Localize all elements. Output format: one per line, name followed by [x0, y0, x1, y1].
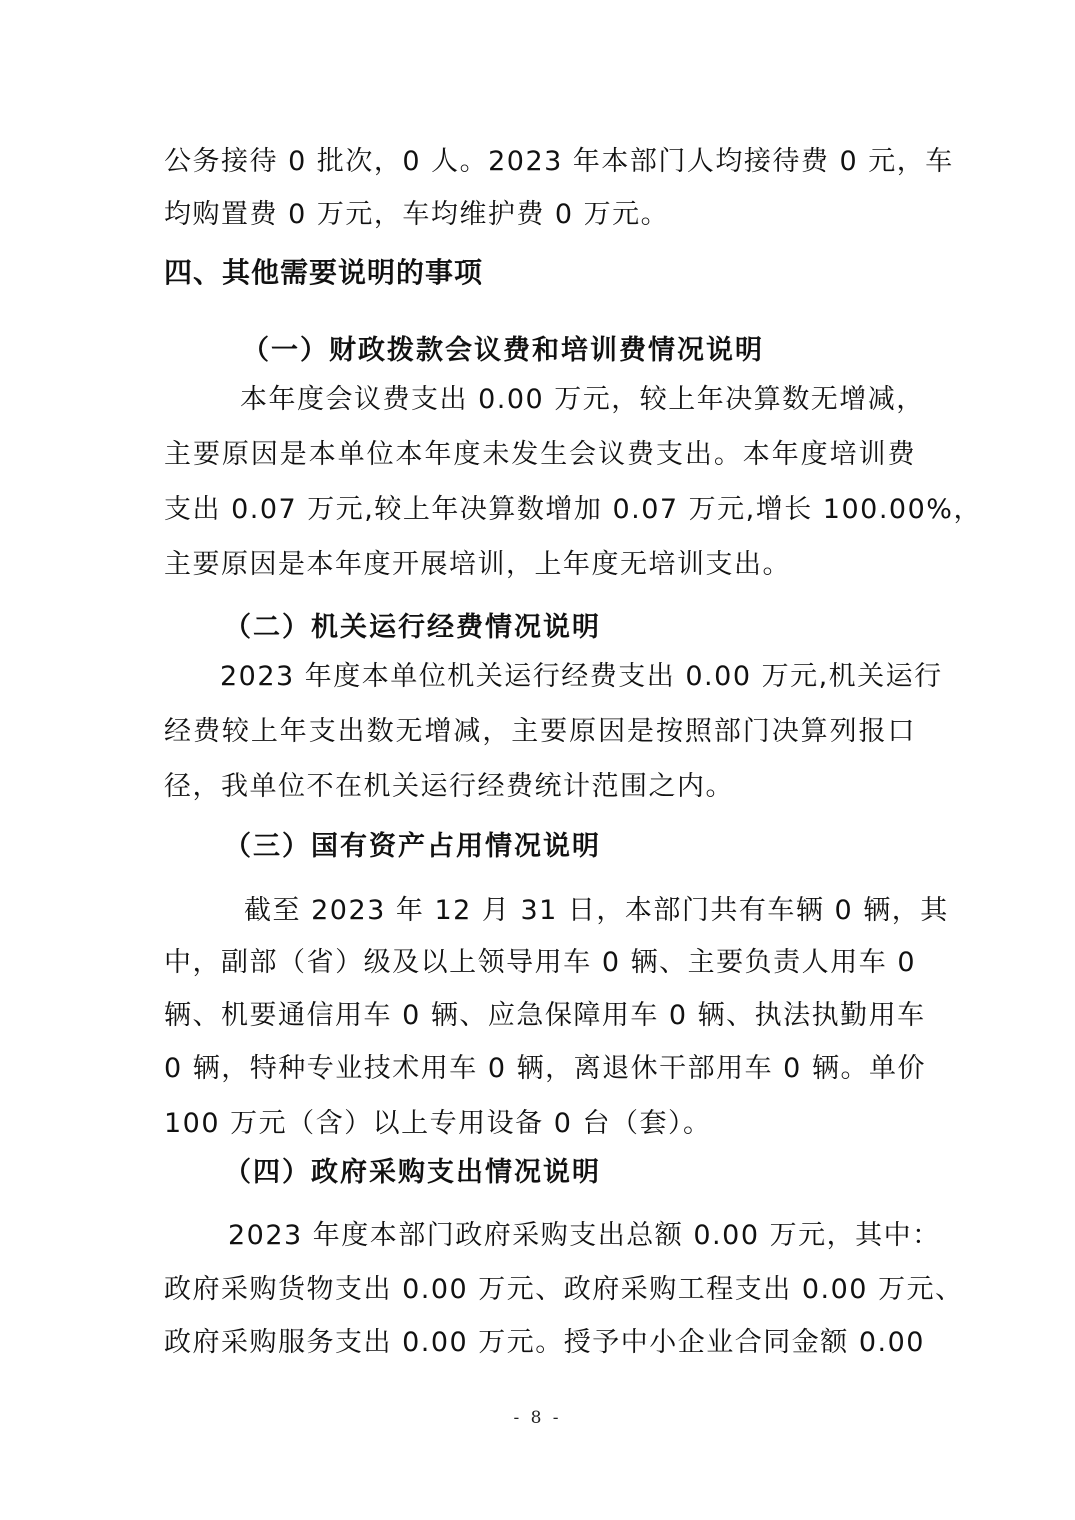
paragraph-line: 政府采购货物支出 0.00 万元、政府采购工程支出 0.00 万元、: [164, 1274, 964, 1305]
paragraph-line: 均购置费 0 万元，车均维护费 0 万元。: [164, 199, 670, 230]
page-number: - 8 -: [513, 1408, 562, 1428]
paragraph-line: 2023 年度本单位机关运行经费支出 0.00 万元,机关运行: [220, 661, 943, 692]
paragraph-line: 辆、机要通信用车 0 辆、应急保障用车 0 辆、执法执勤用车: [164, 1000, 926, 1031]
paragraph-line: 政府采购服务支出 0.00 万元。授予中小企业合同金额 0.00: [164, 1327, 925, 1358]
paragraph-line: 中，副部（省）级及以上领导用车 0 辆、主要负责人用车 0: [164, 947, 916, 978]
paragraph-line: 0 辆，特种专业技术用车 0 辆，离退休干部用车 0 辆。单价: [164, 1053, 926, 1084]
subsection-heading-1: （一）财政拨款会议费和培训费情况说明: [242, 335, 764, 366]
paragraph-line: 公务接待 0 批次，0 人。2023 年本部门人均接待费 0 元，车: [164, 146, 954, 177]
paragraph-line: 本年度会议费支出 0.00 万元，较上年决算数无增减，: [240, 384, 925, 415]
subsection-heading-2: （二）机关运行经费情况说明: [224, 612, 601, 643]
paragraph-line: 经费较上年支出数无增减，主要原因是按照部门决算列报口: [164, 716, 916, 747]
paragraph-line: 主要原因是本单位本年度未发生会议费支出。本年度培训费: [164, 439, 916, 470]
paragraph-line: 100 万元（含）以上专用设备 0 台（套）。: [164, 1108, 712, 1139]
subsection-heading-3: （三）国有资产占用情况说明: [224, 831, 601, 862]
paragraph-line: 2023 年度本部门政府采购支出总额 0.00 万元，其中：: [228, 1220, 941, 1251]
paragraph-line: 截至 2023 年 12 月 31 日，本部门共有车辆 0 辆，其: [244, 895, 949, 926]
paragraph-line: 支出 0.07 万元,较上年决算数增加 0.07 万元,增长 100.00%，: [164, 494, 982, 525]
subsection-heading-4: （四）政府采购支出情况说明: [224, 1157, 601, 1188]
paragraph-line: 主要原因是本年度开展培训，上年度无培训支出。: [164, 549, 791, 580]
paragraph-line: 径，我单位不在机关运行经费统计范围之内。: [164, 771, 734, 802]
section-heading: 四、其他需要说明的事项: [164, 256, 484, 289]
